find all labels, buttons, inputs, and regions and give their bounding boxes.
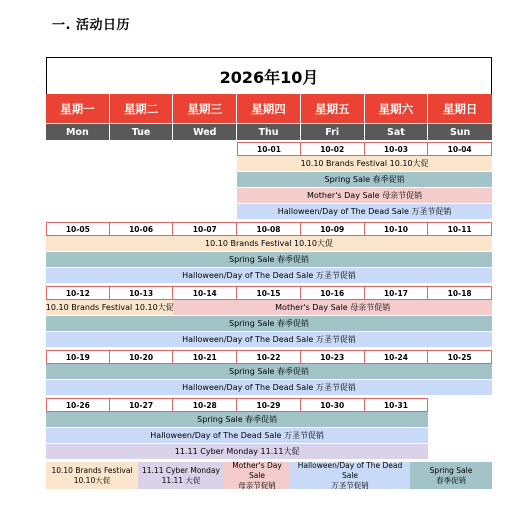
date-row: [46, 286, 492, 300]
date-cell: 10-22: [237, 350, 301, 364]
event-row: [46, 364, 492, 380]
calendar: [46, 57, 492, 460]
event-row: [46, 444, 492, 460]
date-cell: 10-18: [428, 286, 492, 300]
weekday-en: Mon: [46, 123, 110, 140]
event-row: [46, 300, 492, 316]
date-cell: 10-01: [237, 142, 301, 156]
event-row: [46, 236, 492, 252]
date-cell-empty: [46, 142, 110, 156]
date-cell: 10-09: [301, 222, 365, 236]
event-row: [46, 332, 492, 348]
legend-label: Mother's Day Sale: [232, 460, 282, 480]
event-brands-festival: 10.10 Brands Festival 10.10大促: [46, 300, 173, 316]
event-row: [46, 252, 492, 268]
legend-cyber-monday: [138, 462, 224, 489]
date-cell: 10-30: [301, 398, 365, 412]
event-spring-sale: Spring Sale 春季促销: [46, 252, 492, 268]
event-row: [46, 412, 492, 428]
event-spring-sale: Spring Sale 春季促销: [46, 316, 492, 332]
legend-brands-festival: [46, 462, 138, 489]
date-cell: 10-13: [110, 286, 174, 300]
event-row: [46, 188, 492, 204]
legend: [46, 462, 492, 489]
date-cell: 10-05: [46, 222, 110, 236]
event-row: [46, 316, 492, 332]
date-cell: 10-07: [173, 222, 237, 236]
legend-label: 11.11 大促: [161, 475, 201, 485]
date-cell: 10-16: [301, 286, 365, 300]
event-spring-sale: Spring Sale 春季促销: [46, 364, 492, 380]
date-row: [46, 222, 492, 236]
date-cell: 10-21: [173, 350, 237, 364]
date-cell: 10-08: [237, 222, 301, 236]
date-cell: 10-02: [301, 142, 365, 156]
event-spring-sale: Spring Sale 春季促销: [46, 412, 428, 428]
event-row: [46, 172, 492, 188]
date-cell: 10-19: [46, 350, 110, 364]
weekday-zh: 星期一: [46, 94, 110, 123]
date-cell: 10-10: [365, 222, 429, 236]
event-brands-festival: 10.10 Brands Festival 10.10大促: [46, 236, 492, 252]
weekday-en: Sat: [365, 123, 429, 140]
date-cell: 10-06: [110, 222, 174, 236]
date-cell: 10-25: [428, 350, 492, 364]
weekday-header-zh: [46, 94, 492, 123]
event-row: [46, 268, 492, 284]
section-title: 一. 活动日历: [52, 18, 130, 33]
weekday-header-en: [46, 123, 492, 140]
weekday-zh: 星期三: [173, 94, 237, 123]
legend-label: 母亲节促销: [238, 480, 276, 490]
date-cell: 10-03: [365, 142, 429, 156]
legend-label: 春季促销: [436, 475, 466, 485]
date-cell: 10-15: [237, 286, 301, 300]
date-cell: 10-20: [110, 350, 174, 364]
event-row: [46, 156, 492, 172]
date-cell: 10-24: [365, 350, 429, 364]
legend-halloween: [290, 462, 410, 489]
weekday-en: Thu: [237, 123, 301, 140]
legend-label: 万圣节促销: [331, 480, 369, 490]
event-brands-festival: 10.10 Brands Festival 10.10大促: [237, 156, 492, 172]
date-cell-empty: [173, 142, 237, 156]
date-cell: 10-14: [173, 286, 237, 300]
event-cyber-monday: 11.11 Cyber Monday 11.11大促: [46, 444, 428, 460]
date-cell: 10-27: [110, 398, 174, 412]
event-mothers-day: Mother's Day Sale 母亲节促销: [173, 300, 492, 316]
weekday-zh: 星期五: [301, 94, 365, 123]
event-spring-sale: Spring Sale 春季促销: [237, 172, 492, 188]
weekday-en: Tue: [110, 123, 174, 140]
date-cell-empty: [110, 142, 174, 156]
month-title: 2026年10月: [46, 57, 492, 94]
date-row: [46, 350, 492, 364]
event-row: [46, 204, 492, 220]
date-cell: 10-26: [46, 398, 110, 412]
date-cell: 10-23: [301, 350, 365, 364]
event-row: [46, 428, 492, 444]
weekday-en: Sun: [428, 123, 492, 140]
date-cell: 10-04: [428, 142, 492, 156]
weekday-zh: 星期日: [428, 94, 492, 123]
date-cell: 10-11: [428, 222, 492, 236]
event-halloween: Halloween/Day of The Dead Sale 万圣节促销: [46, 268, 492, 284]
weekday-en: Fri: [301, 123, 365, 140]
event-halloween: Halloween/Day of The Dead Sale 万圣节促销: [46, 332, 492, 348]
weekday-zh: 星期二: [110, 94, 174, 123]
date-cell: 10-17: [365, 286, 429, 300]
legend-label: Spring Sale: [429, 465, 473, 475]
legend-label: 10.10大促: [73, 475, 111, 485]
date-row: [46, 142, 492, 156]
date-cell-empty: [428, 398, 492, 412]
date-cell: 10-12: [46, 286, 110, 300]
legend-label: Halloween/Day of The Dead Sale: [297, 460, 403, 480]
weekday-zh: 星期六: [365, 94, 429, 123]
weekday-en: Wed: [173, 123, 237, 140]
date-cell: 10-28: [173, 398, 237, 412]
legend-label: 10.10 Brands Festival: [51, 465, 133, 475]
weekday-zh: 星期四: [237, 94, 301, 123]
event-halloween: Halloween/Day of The Dead Sale 万圣节促销: [46, 428, 428, 444]
event-mothers-day: Mother's Day Sale 母亲节促销: [237, 188, 492, 204]
date-row: [46, 398, 492, 412]
event-row: [46, 380, 492, 396]
date-cell: 10-29: [237, 398, 301, 412]
legend-spring-sale: [410, 462, 492, 489]
event-halloween: Halloween/Day of The Dead Sale 万圣节促销: [237, 204, 492, 220]
date-cell: 10-31: [365, 398, 429, 412]
event-halloween: Halloween/Day of The Dead Sale 万圣节促销: [46, 380, 492, 396]
legend-mothers-day: [224, 462, 290, 489]
legend-label: 11.11 Cyber Monday: [142, 465, 220, 475]
